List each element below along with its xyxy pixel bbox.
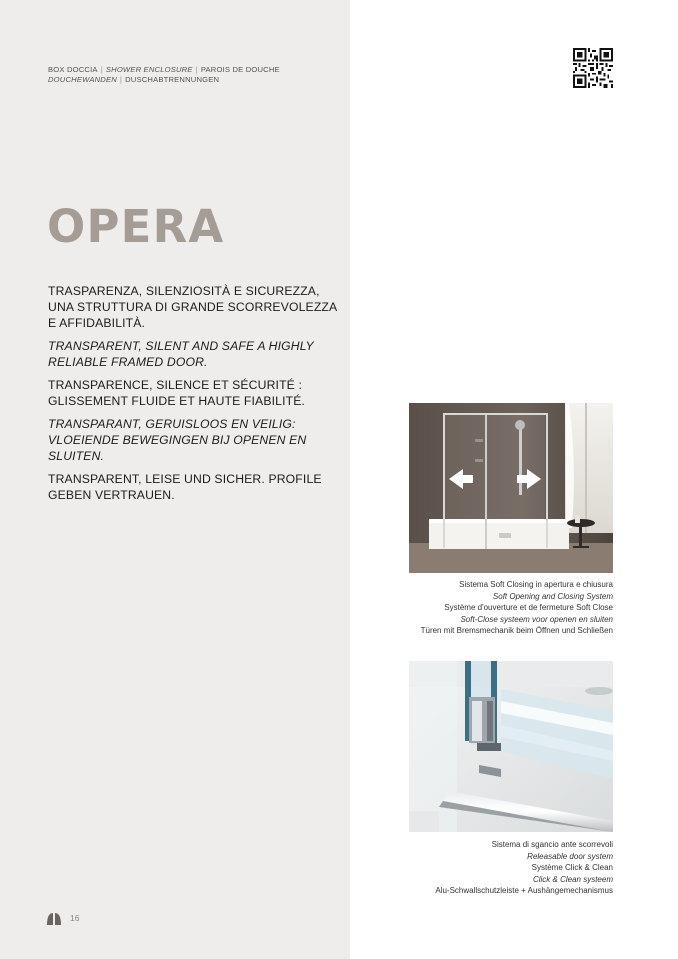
caption-line: Système Click & Clean (531, 863, 613, 872)
tagline-de: TRANSPARENT, LEISE UND SICHER. PROFILE GEBEN VERTRAUEN. (48, 472, 322, 502)
door-detail-photo (409, 661, 613, 832)
breadcrumb-item: PAROIS DE DOUCHE (200, 65, 280, 74)
tagline-en: TRANSPARENT, SILENT AND SAFE A HIGHLY RELIABLE FRAMED DOOR. (48, 339, 314, 369)
shower-enclosure-photo (409, 403, 613, 573)
tagline-it: TRASPARENZA, SILENZIOSITÀ E SICUREZZA, UNA STRUTTURA DI GRANDE SCORREVOLEZZA E AFFIDABILITÀ. (48, 284, 337, 330)
caption-line: Système d'ouverture et de fermeture Soft Close (444, 603, 613, 612)
page-number: 16 (70, 913, 80, 923)
caption-line: Releasable door system (527, 851, 613, 861)
caption-line: Alu-Schwallschutzleiste + Aushängemechanismus (435, 886, 613, 895)
page-title: OPERA (47, 200, 225, 253)
caption-line: Türen mit Bremsmechanik beim Öffnen und Schließen (420, 626, 613, 635)
qr-code-icon[interactable] (573, 48, 613, 88)
breadcrumb-line-1: BOX DOCCIA | SHOWER ENCLOSURE | PAROIS DE DOUCHE (48, 65, 280, 74)
caption-release-system (373, 839, 613, 897)
breadcrumb-item: BOX DOCCIA (48, 65, 98, 74)
tagline-list (48, 283, 348, 510)
tagline-fr: TRANSPARENCE, SILENCE ET SÉCURITÉ : GLISSEMENT FLUIDE ET HAUTE FIABILITÉ. (48, 378, 306, 408)
caption-line: Click & Clean systeem (532, 874, 613, 884)
caption-line: Soft Opening and Closing System (492, 591, 613, 601)
breadcrumb-item: DUSCHABTRENNUNGEN (125, 75, 220, 84)
breadcrumb (48, 65, 338, 85)
breadcrumb-item: SHOWER ENCLOSURE (105, 65, 193, 74)
caption-line: Sistema di sgancio ante scorrevoli (491, 840, 613, 849)
breadcrumb-item: DOUCHEWANDEN (48, 75, 117, 84)
brand-logo-icon (47, 913, 61, 925)
caption-soft-closing (373, 579, 613, 637)
tagline-nl: TRANSPARANT, GERUISLOOS EN VEILIG: VLOEIENDE BEWEGINGEN BIJ OPENEN EN SLUITEN. (48, 417, 307, 463)
caption-line: Soft-Close systeem voor openen en sluiten (460, 614, 613, 624)
breadcrumb-line-2: DOUCHEWANDEN | DUSCHABTRENNUNGEN (48, 75, 220, 84)
caption-line: Sistema Soft Closing in apertura e chiusura (459, 580, 613, 589)
